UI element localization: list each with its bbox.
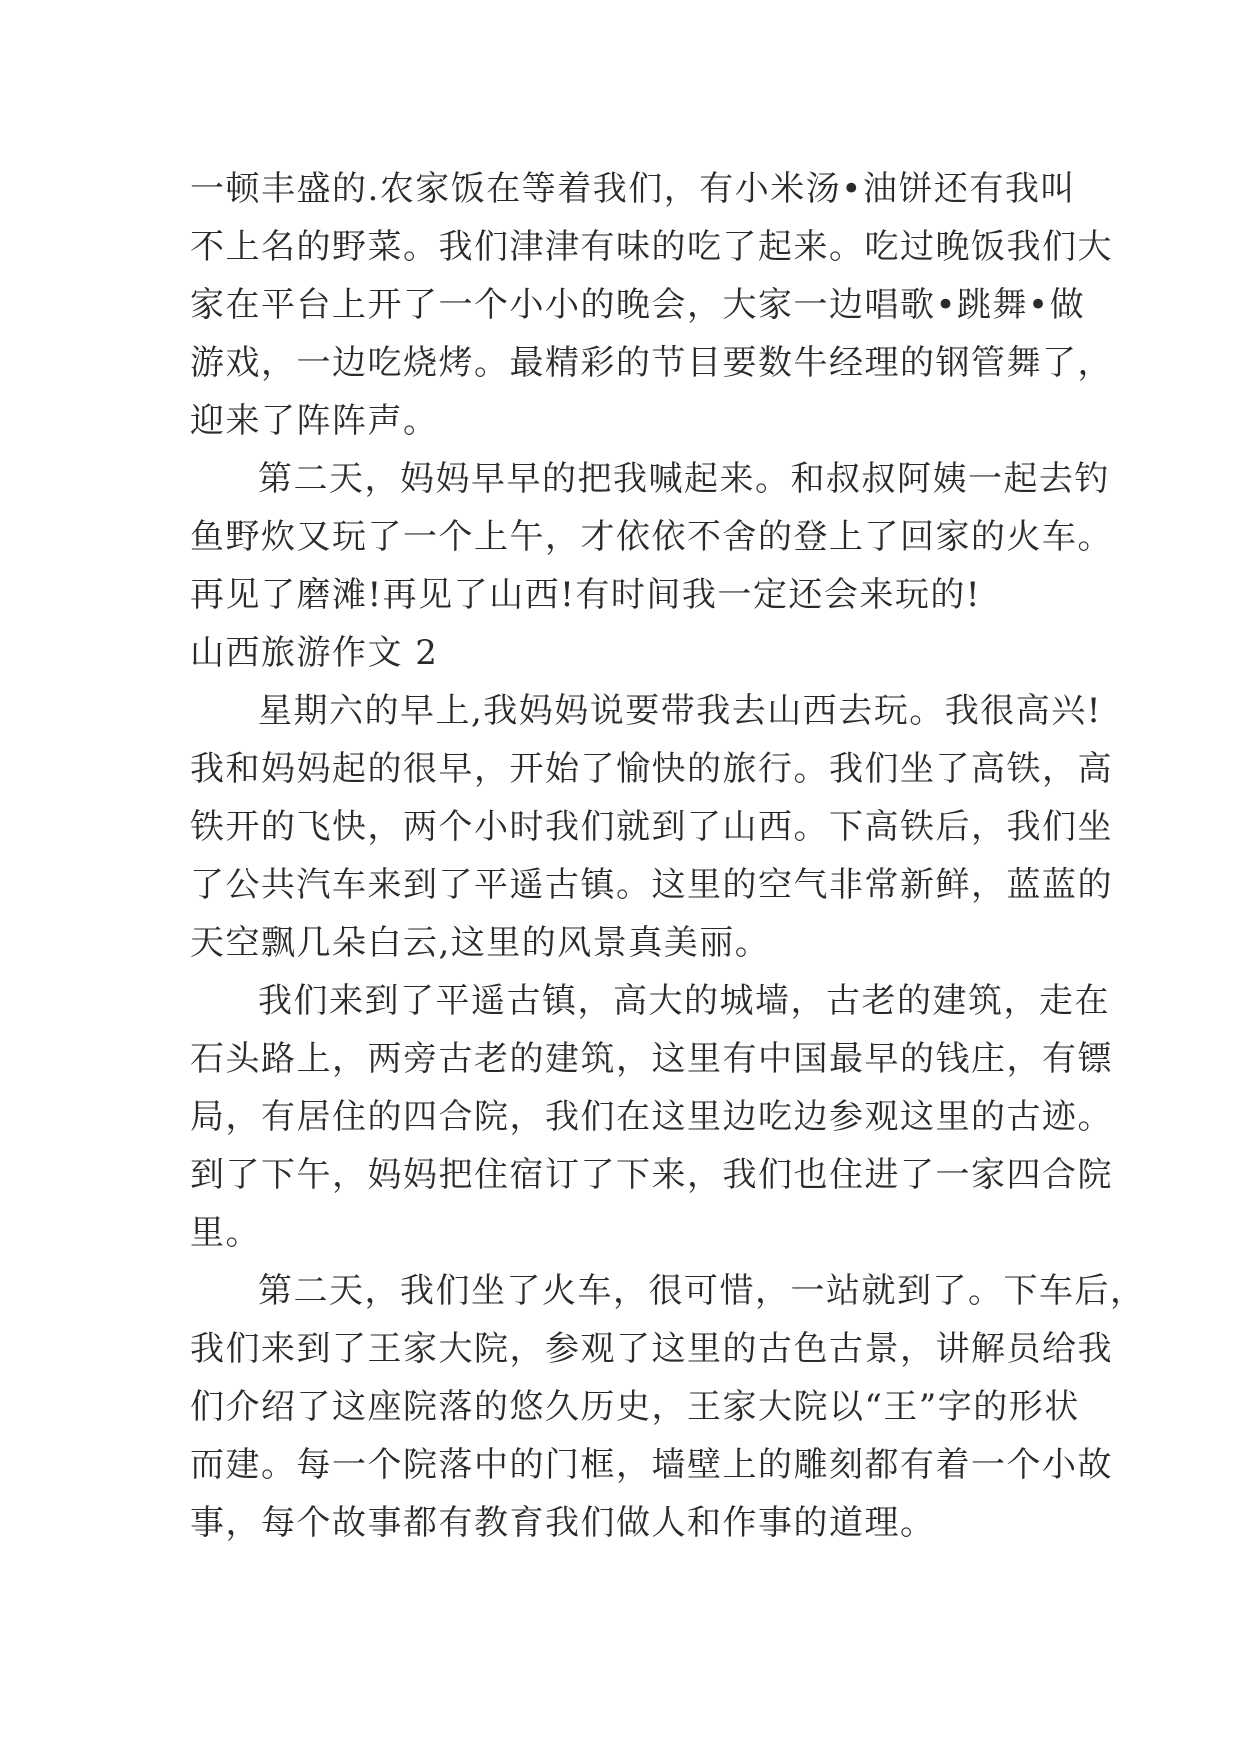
text-line: 里。 [190, 1213, 261, 1253]
text-line: 而建。每一个院落中的门框，墙壁上的雕刻都有着一个小故 [190, 1445, 1113, 1485]
text-line: 迎来了阵阵声。 [190, 401, 439, 441]
paragraph-saturday-trip [190, 682, 1113, 972]
text-line: 石头路上，两旁古老的建筑，这里有中国最早的钱庄，有镖 [190, 1039, 1113, 1079]
text-line: 一顿丰盛的.农家饭在等着我们，有小米汤•油饼还有我叫 [190, 169, 1076, 209]
paragraph-dinner-party [190, 160, 1113, 450]
text-line: 事，每个故事都有教育我们做人和作事的道理。 [190, 1503, 936, 1543]
essay-title: 山西旅游作文 2 [190, 633, 439, 673]
text-line: 第二天，妈妈早早的把我喊起来。和叔叔阿姨一起去钓 [258, 459, 1110, 499]
text-line: 们介绍了这座院落的悠久历史，王家大院以“王”字的形状 [190, 1387, 1080, 1427]
paragraph-pingyao-town [190, 972, 1113, 1262]
document-body [190, 160, 1146, 1552]
text-line: 我们来到了平遥古镇，高大的城墙，古老的建筑，走在 [258, 981, 1110, 1021]
text-line: 我们来到了王家大院，参观了这里的古色古景，讲解员给我 [190, 1329, 1113, 1369]
paragraph-second-day-fishing [190, 450, 1113, 624]
text-line: 游戏，一边吃烧烤。最精彩的节目要数牛经理的钢管舞了， [190, 343, 1113, 383]
text-line: 再见了磨滩!再见了山西!有时间我一定还会来玩的! [190, 575, 981, 615]
text-line: 了公共汽车来到了平遥古镇。这里的空气非常新鲜，蓝蓝的 [190, 865, 1113, 905]
text-line: 不上名的野菜。我们津津有味的吃了起来。吃过晚饭我们大 [190, 227, 1113, 267]
text-line: 局，有居住的四合院，我们在这里边吃边参观这里的古迹。 [190, 1097, 1113, 1137]
text-line: 鱼野炊又玩了一个上午，才依依不舍的登上了回家的火车。 [190, 517, 1113, 557]
text-line: 我和妈妈起的很早，开始了愉快的旅行。我们坐了高铁，高 [190, 749, 1113, 789]
text-line: 铁开的飞快，两个小时我们就到了山西。下高铁后，我们坐 [190, 807, 1113, 847]
paragraph-wang-family-courtyard [190, 1262, 1146, 1552]
text-line: 第二天，我们坐了火车，很可惜，一站就到了。下车后， [258, 1271, 1146, 1311]
text-line: 到了下午，妈妈把住宿订了下来，我们也住进了一家四合院 [190, 1155, 1113, 1195]
text-line: 星期六的早上,我妈妈说要带我去山西去玩。我很高兴! [258, 691, 1102, 731]
text-line: 家在平台上开了一个小小的晚会，大家一边唱歌•跳舞•做 [190, 285, 1086, 325]
text-line: 天空飘几朵白云,这里的风景真美丽。 [190, 923, 771, 963]
